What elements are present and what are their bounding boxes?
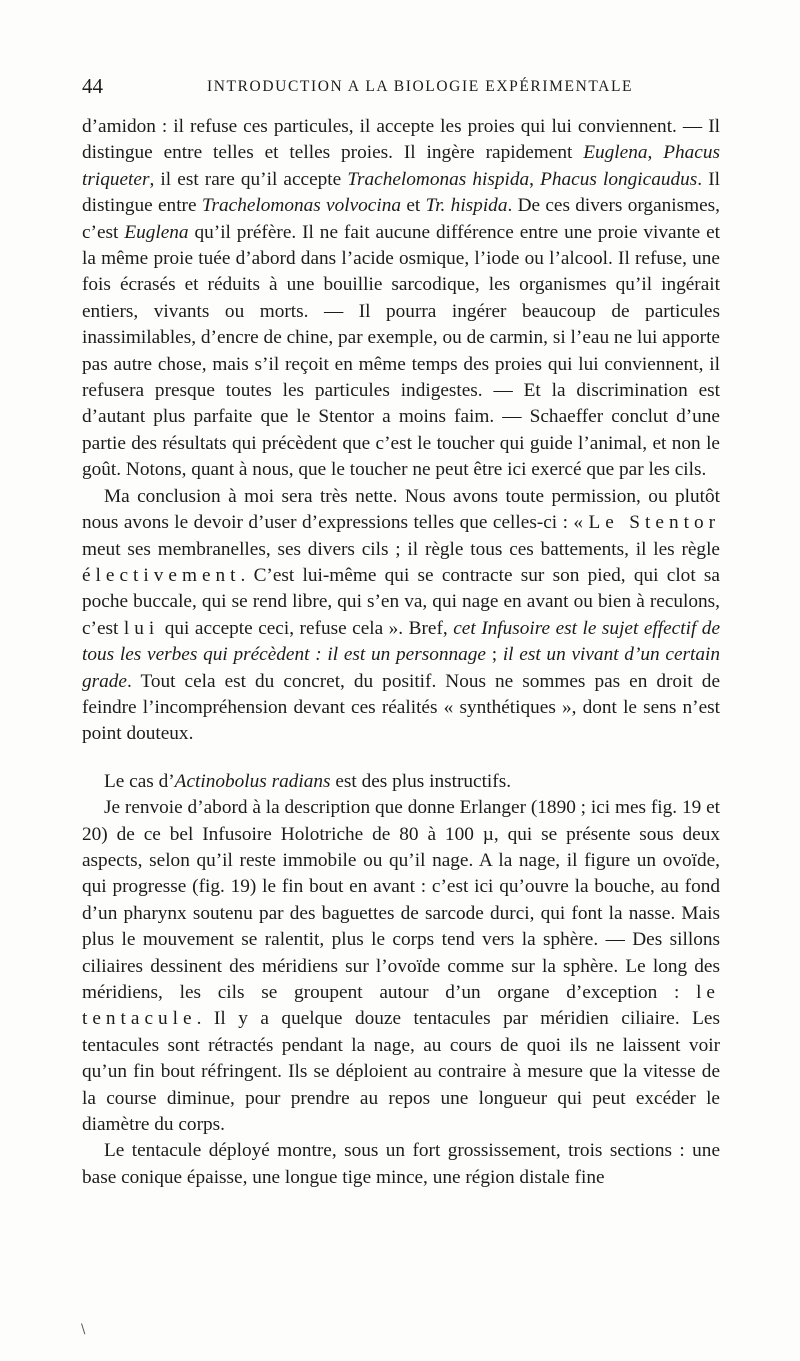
text-segment: qui accepte ceci, refuse cela ». Bref, (159, 617, 454, 639)
text-segment: qu’il préfère. Il ne fait aucune différence entre une proie vivante et la même proie tuée d’abord dans l’acide osmique, l’iode ou l’alcool. Il refuse, une fois écrasés et réduits à une bouillie sarcodique, les organismes qu’il ingérait entiers, vivants ou morts. — Il pourra ingérer beaucoup de particules inassimilables, d’encre de chine, par exemple, ou de carmin, si l’eau ne lui apporte pas autre chose, mais s’il reçoit en même temps des proies qui lui conviennent, il refusera presque toutes les particules indigestes. — Et la discrimination est d’autant plus parfaite que le Stentor a moins faim. — Schaeffer conclut d’une partie des résultats qui précèdent que c’est le toucher qui guide l’animal, et non le goût. Notons, quant à nous, que le toucher ne peut être ici exercé que par les cils. (82, 221, 720, 481)
running-head: INTRODUCTION A LA BIOLOGIE EXPÉRIMENTALE (207, 78, 634, 95)
text-segment: électivement (82, 564, 241, 586)
text-segment: Phacus triqueter (82, 142, 721, 190)
text-segment: Actinobolus radians (174, 770, 331, 792)
paragraph-3 (82, 769, 720, 795)
text-segment: . De ces divers organismes, c’est (82, 195, 721, 243)
page-header (82, 74, 722, 98)
margin-mark: \ (81, 1322, 86, 1337)
text-segment: Tr. hispida (425, 195, 508, 217)
text-segment: cet Infusoire est le sujet effectif de tous les verbes qui précèdent : il est un personnage (82, 617, 721, 666)
text-segment: Le Stentor (588, 512, 720, 534)
text-segment: lui (123, 617, 160, 639)
text-segment: d’amidon : il refuse ces particules, il accepte les proies qui lui conviennent. — Il distingue entre telles et telles proies. Il ingère rapidement (82, 116, 720, 164)
text-segment: le tentacule (82, 982, 720, 1030)
text-segment: . C’est lui-même qui se contracte sur son pied, qui clot sa poche buccale, qui se rend libre, qui s’en va, qui nage en avant ou bien à reculons, c’est (82, 564, 720, 639)
body-text (82, 114, 720, 1191)
paragraph-5 (82, 1138, 720, 1191)
text-segment: . Il distingue entre (82, 168, 721, 217)
text-segment: Le cas d’ (104, 770, 175, 792)
text-segment: Phacus longicaudus (540, 168, 698, 190)
paragraph-2 (82, 484, 720, 748)
text-segment: Le tentacule déployé montre, sous un fort grossissement, trois sections : une base conique épaisse, une longue tige mince, une région distale fine (82, 1140, 720, 1188)
text-segment: Euglena (124, 221, 189, 243)
text-segment: , (529, 168, 541, 190)
text-segment: Je renvoie d’abord à la description que donne Erlanger (1890 ; ici mes fig. 19 et 20) de ce bel Infusoire Holotriche de 80 à 100 µ, qui se présente sous deux aspects, selon qu’il reste immobile ou qu’il nage. A la nage, il figure un ovoïde, qui progresse (fig. 19) le fin bout en avant : c’est ici qu’ouvre la bouche, au fond d’un pharynx soutenu par des baguettes de sarcode durci, qui font la nasse. Mais plus le mouvement se ralentit, plus le corps tend vers la sphère. — Des sillons ciliaires dessinent des méridiens sur l’ovoïde comme sur la sphère. Le long des méridiens, les cils se groupent autour d’un organe d’exception : (82, 797, 720, 1003)
text-segment: Euglena (583, 142, 648, 164)
text-segment: et (401, 195, 426, 217)
page-number: 44 (82, 74, 103, 98)
text-segment: Trachelomonas volvocina (201, 195, 402, 217)
text-segment: ; (485, 644, 503, 666)
text-segment: Ma conclusion à moi sera très nette. Nous avons toute permission, ou plutôt nous avons le devoir d’user d’expressions telles que celles-ci : « (82, 485, 720, 534)
text-segment: Trachelomonas hispida (347, 168, 530, 190)
text-segment: . Il y a quelque douze tentacules par méridien ciliaire. Les tentacules sont rétractés pendant la nage, au cours de quoi ils ne laissent voir qu’un fin bout réfringent. Ils se déploient au contraire à mesure que la vitesse de la course diminue, pour prendre au repos une longueur qui peut excéder le diamètre du corps. (82, 1008, 720, 1136)
text-segment: meut ses membranelles, ses divers cils ; il règle tous ces battements, il les règle (82, 538, 720, 560)
text-segment: , (647, 142, 664, 164)
paragraph-1 (82, 114, 720, 484)
paragraph-4 (82, 795, 720, 1138)
text-segment: il est un vivant d’un certain grade (82, 644, 721, 692)
text-segment: , il est rare qu’il accepte (149, 168, 348, 190)
text-segment: . Tout cela est du concret, du positif. Nous ne sommes pas en droit de feindre l’incompréhension devant ces réalités « synthétiques », dont le sens n’est point douteux. (82, 670, 720, 745)
text-segment: est des plus instructifs. (330, 770, 512, 792)
